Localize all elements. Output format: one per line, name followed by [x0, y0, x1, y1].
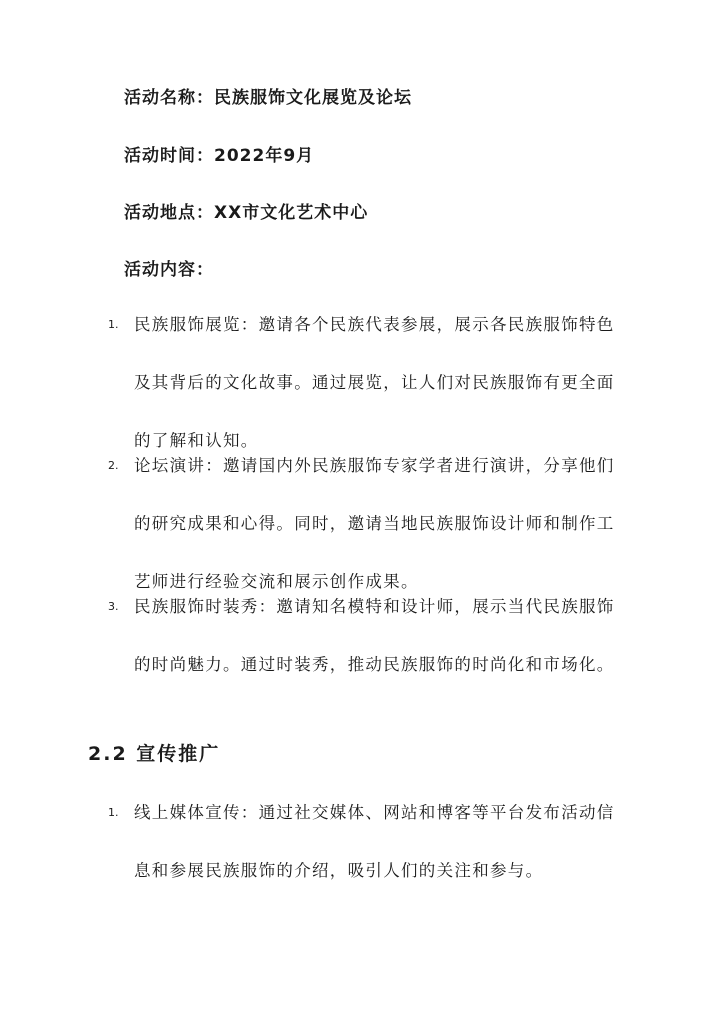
activity-name: 活动名称：民族服饰文化展览及论坛 — [124, 88, 412, 108]
activity-time: 活动时间：2022年9月 — [124, 146, 315, 166]
list-item-text: 民族服饰时装秀：邀请知名模特和设计师，展示当代民族服饰的时尚魅力。通过时装秀，推动民族服饰的时尚化和市场化。 — [134, 597, 615, 674]
section-heading: 2.2 宣传推广 — [88, 743, 221, 765]
list-item-number: 1. — [108, 318, 119, 331]
list-item-text: 线上媒体宣传：通过社交媒体、网站和博客等平台发布活动信息和参展民族服饰的介绍，吸引人们的关注和参与。 — [134, 803, 615, 880]
list-item-number: 1. — [108, 806, 119, 819]
list-item-text: 民族服饰展览：邀请各个民族代表参展，展示各民族服饰特色及其背后的文化故事。通过展览，让人们对民族服饰有更全面的了解和认知。 — [134, 315, 615, 450]
list-item-text: 论坛演讲：邀请国内外民族服饰专家学者进行演讲，分享他们的研究成果和心得。同时，邀请当地民族服饰设计师和制作工艺师进行经验交流和展示创作成果。 — [134, 456, 615, 591]
activity-content-label: 活动内容： — [124, 260, 214, 280]
list-item-number: 3. — [108, 600, 119, 613]
list-item-number: 2. — [108, 459, 119, 472]
activity-location: 活动地点：XX市文化艺术中心 — [124, 203, 369, 223]
